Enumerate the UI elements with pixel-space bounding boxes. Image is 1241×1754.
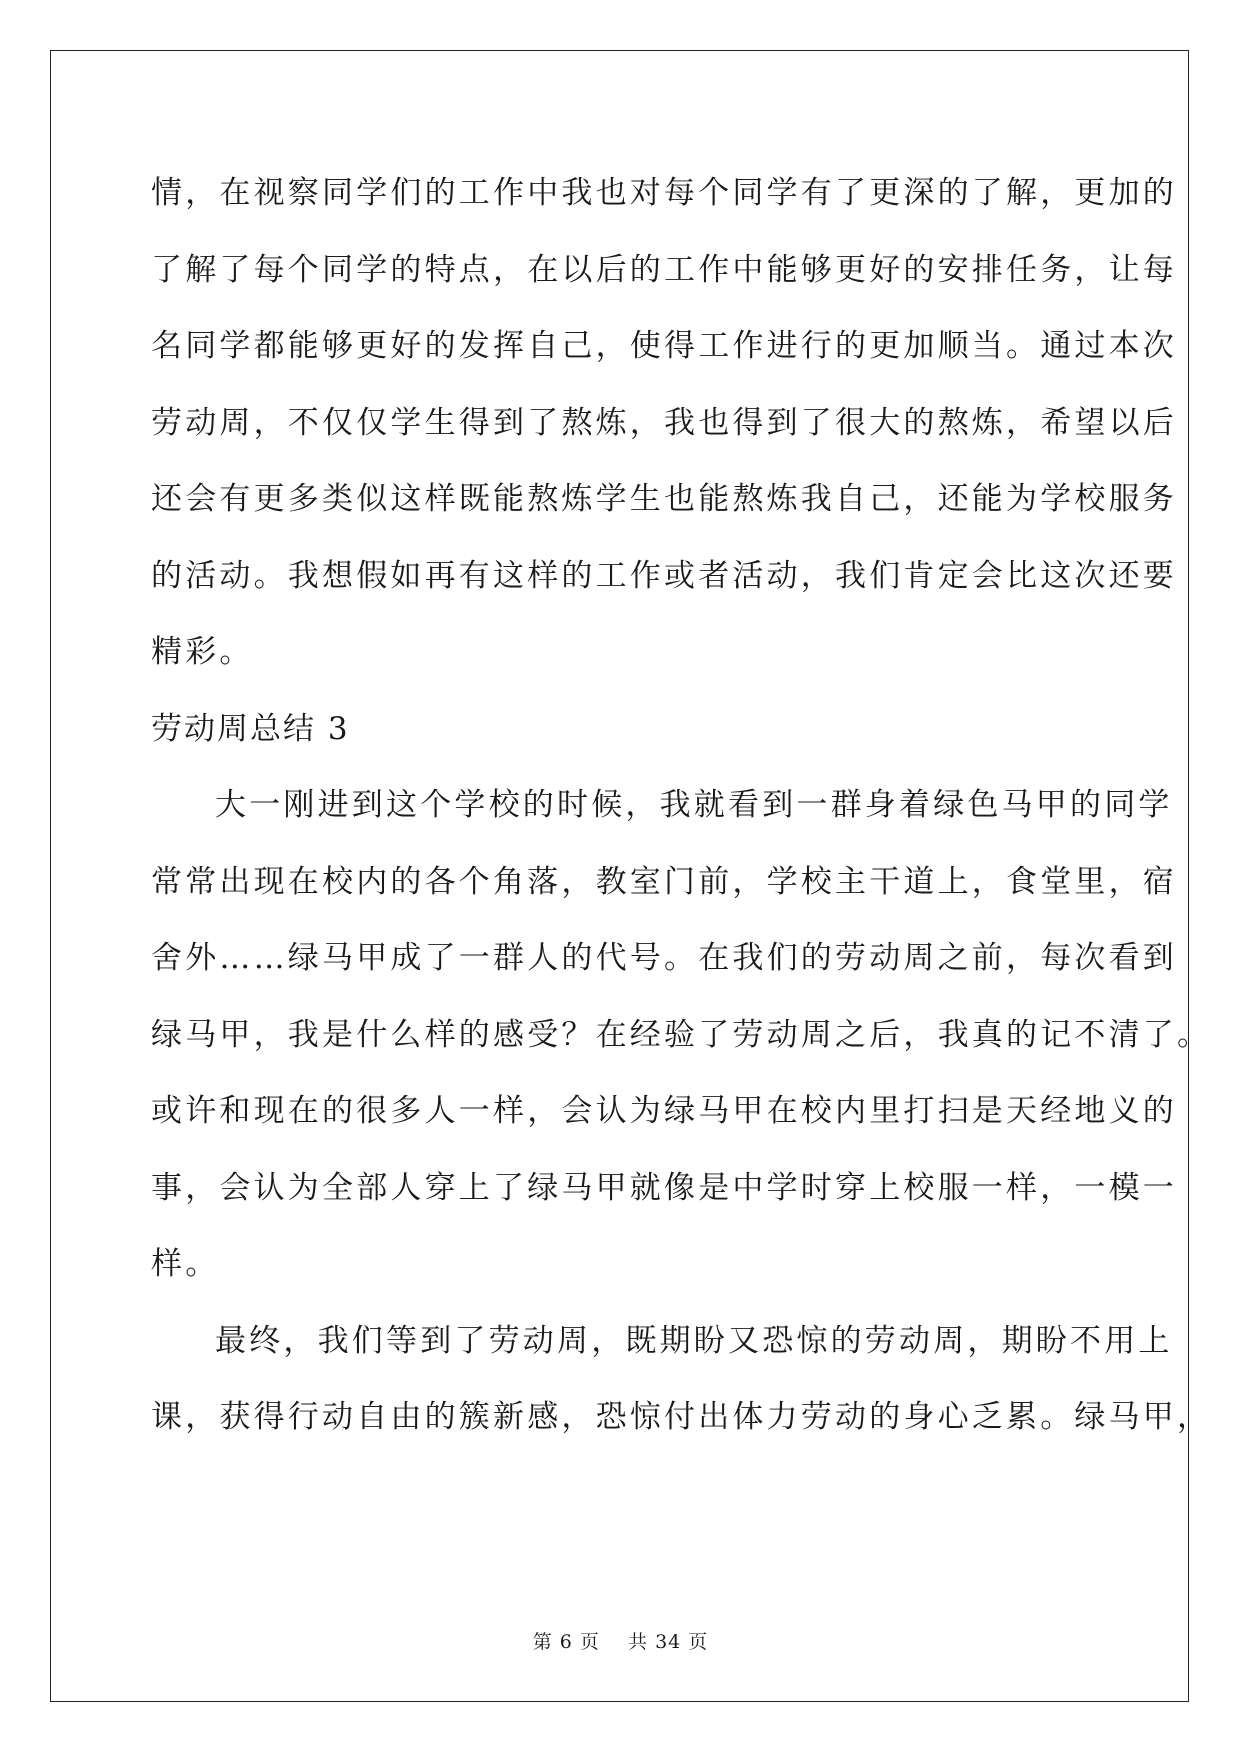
body-text-line: 课，获得行动自由的簇新感，恐惊付出体力劳动的身心乏累。绿马甲，	[151, 1399, 1212, 1435]
body-text-line: 绿马甲，我是什么样的感受？在经验了劳动周之后，我真的记不清了。	[151, 1016, 1212, 1053]
body-text-line: 情，在视察同学们的工作中我也对每个同学有了更深的了解，更加的	[151, 175, 1177, 211]
body-text-line: 常常出现在校内的各个角落，教室门前，学校主干道上，食堂里，宿	[151, 863, 1177, 900]
body-text-line: 最终，我们等到了劳动周，既期盼又恐惊的劳动周，期盼不用上	[215, 1322, 1173, 1359]
page-number-footer: 第 6 页 共 34 页	[532, 1631, 709, 1653]
body-text-line: 或许和现在的很多人一样，会认为绿马甲在校内里打扫是天经地义的	[151, 1093, 1177, 1129]
body-text-line: 的活动。我想假如再有这样的工作或者活动，我们肯定会比这次还要	[151, 557, 1177, 594]
body-text-line: 精彩。	[151, 634, 254, 670]
body-text-line: 还会有更多类似这样既能熬炼学生也能熬炼我自己，还能为学校服务	[151, 481, 1177, 517]
body-text-line: 了解了每个同学的特点，在以后的工作中能够更好的安排任务，让每	[151, 251, 1177, 288]
body-text-line: 大一刚进到这个学校的时候，我就看到一群身着绿色马甲的同学	[215, 787, 1173, 823]
body-text-line: 事，会认为全部人穿上了绿马甲就像是中学时穿上校服一样，一模一	[151, 1169, 1177, 1206]
body-text-line: 样。	[151, 1246, 220, 1282]
body-text-line: 舍外……绿马甲成了一群人的代号。在我们的劳动周之前，每次看到	[151, 940, 1177, 976]
body-text-line: 名同学都能够更好的发挥自己，使得工作进行的更加顺当。通过本次	[151, 328, 1177, 364]
body-text-line: 劳动周，不仅仅学生得到了熬炼，我也得到了很大的熬炼，希望以后	[151, 404, 1177, 441]
section-heading: 劳动周总结 3	[151, 710, 350, 747]
document-body	[151, 155, 1212, 1456]
